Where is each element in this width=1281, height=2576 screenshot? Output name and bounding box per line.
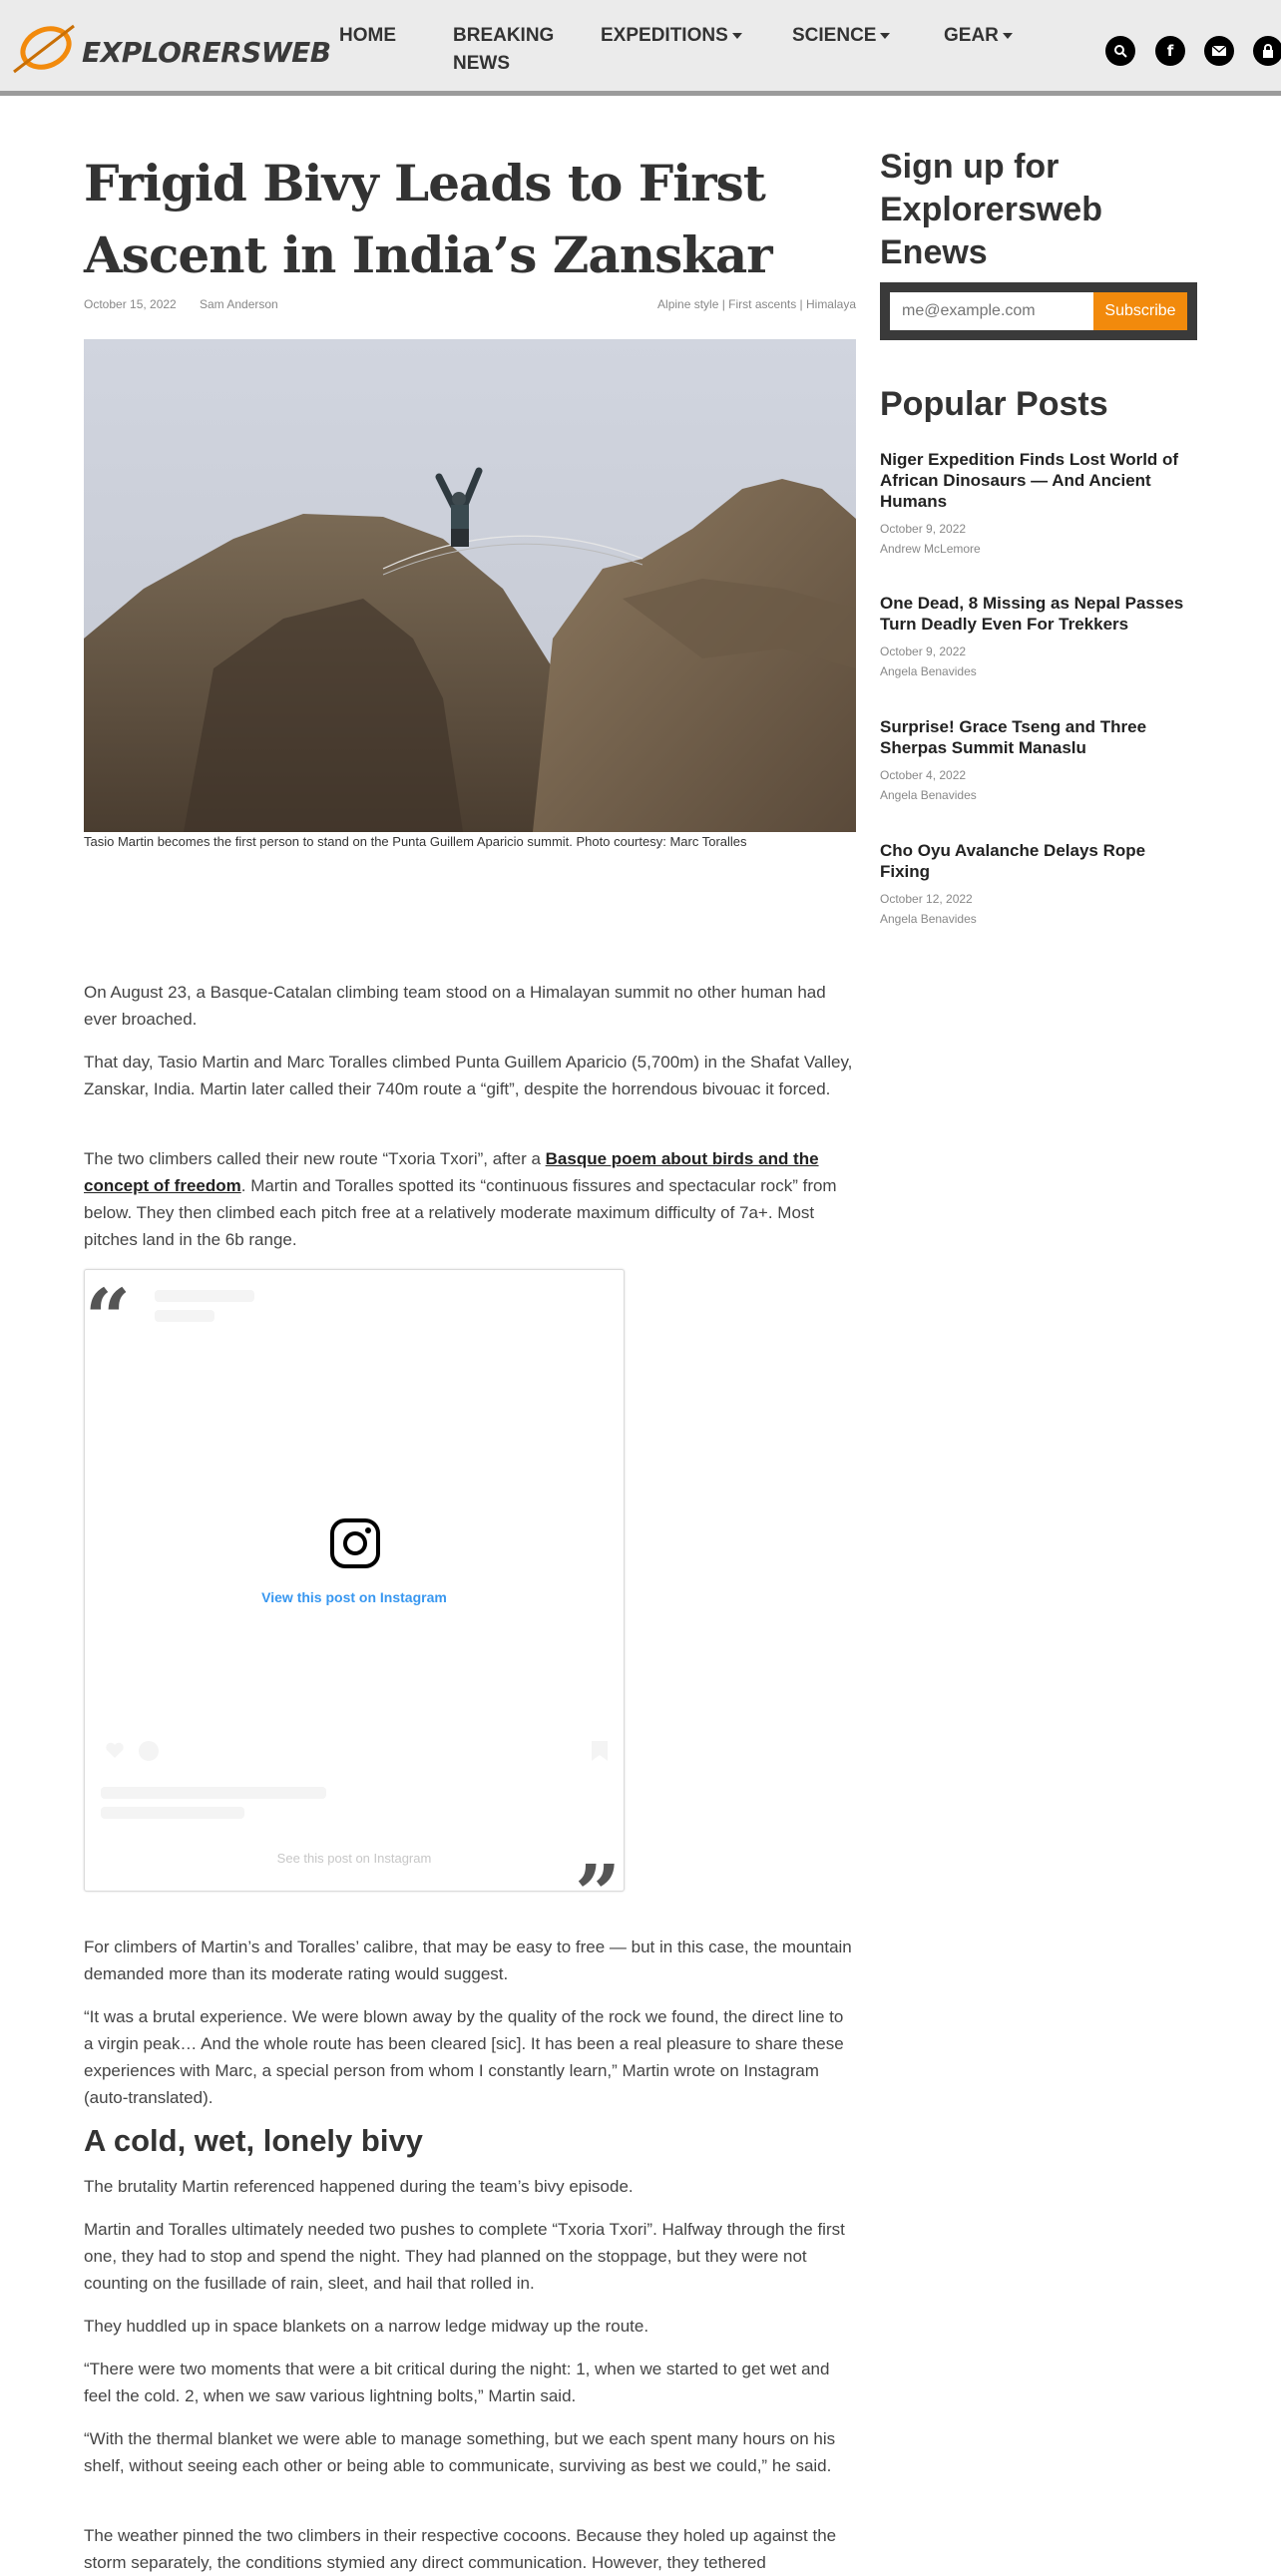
chevron-down-icon bbox=[732, 33, 742, 39]
see-on-instagram-link[interactable]: See this post on Instagram bbox=[276, 1851, 432, 1866]
article-tags[interactable]: Alpine style | First ascents | Himalaya bbox=[657, 297, 856, 311]
chevron-down-icon bbox=[880, 33, 890, 39]
article-paragraph: The brutality Martin referenced happened during the team’s bivy episode. bbox=[84, 2177, 634, 2196]
post-title[interactable]: One Dead, 8 Missing as Nepal Passes Turn Deadly Even For Trekkers bbox=[880, 594, 1184, 634]
newsletter-form bbox=[880, 282, 1197, 340]
site-header bbox=[0, 0, 1281, 96]
post-author[interactable]: Angela Benavides bbox=[880, 788, 977, 802]
nav-expeditions[interactable] bbox=[601, 22, 792, 78]
like-icon bbox=[105, 1741, 125, 1759]
email-input[interactable] bbox=[890, 292, 1093, 330]
close-quote-icon: ” bbox=[575, 1847, 622, 1940]
article-paragraph: “There were two moments that were a bit critical during the night: 1, when we started to get wet and feel the cold. 2, when we saw various lightning bolts,” Martin said. bbox=[84, 2360, 830, 2405]
skeleton-line bbox=[155, 1290, 254, 1302]
instagram-embed[interactable] bbox=[84, 1269, 625, 1892]
popular-post[interactable] bbox=[880, 593, 1199, 678]
skeleton-line bbox=[101, 1787, 326, 1799]
mail-icon[interactable] bbox=[1204, 36, 1234, 66]
post-date: October 9, 2022 bbox=[880, 644, 967, 658]
nav-breaking-news-label: BREAKING NEWS bbox=[453, 25, 555, 74]
popular-posts-heading: Popular Posts bbox=[880, 385, 1108, 423]
paragraph-text: . Martin and Toralles spotted its “continuous fissures and spectacular rock” from below. They then climbed each pitch free at a relatively moderate maximum difficulty of 7a+. Most pitches land in the 6b range. bbox=[84, 1176, 837, 1249]
basque-poem-link[interactable]: Basque poem about birds and the concept of freedom bbox=[84, 1149, 819, 1195]
instagram-icon bbox=[329, 1517, 381, 1569]
article-paragraph: “With the thermal blanket we were able to manage something, but we each spent many hours on his shelf, without seeing each other or being able to communicate, surviving as best we could,” he said. bbox=[84, 2429, 836, 2475]
skeleton-line bbox=[155, 1310, 214, 1322]
bookmark-icon bbox=[592, 1741, 608, 1766]
post-author[interactable]: Andrew McLemore bbox=[880, 542, 981, 556]
popular-post[interactable] bbox=[880, 449, 1199, 556]
article-paragraph: On August 23, a Basque-Catalan climbing team stood on a Himalayan summit no other human had ever broached. bbox=[84, 983, 826, 1029]
section-heading: A cold, wet, lonely bivy bbox=[84, 2123, 423, 2158]
nav-breaking-news[interactable] bbox=[453, 22, 601, 78]
popular-post[interactable] bbox=[880, 716, 1199, 802]
post-date: October 9, 2022 bbox=[880, 522, 967, 536]
post-date: October 4, 2022 bbox=[880, 768, 967, 782]
chevron-down-icon bbox=[1003, 33, 1013, 39]
post-title[interactable]: Cho Oyu Avalanche Delays Rope Fixing bbox=[880, 841, 1146, 881]
nav-expeditions-label: EXPEDITIONS bbox=[601, 25, 728, 46]
nav-science[interactable] bbox=[792, 22, 944, 78]
hero-image bbox=[84, 339, 856, 832]
popular-post[interactable] bbox=[880, 840, 1199, 926]
article-paragraph: “It was a brutal experience. We were blown away by the quality of the rock we found, the direct line to a virgin peak… And the whole route has been cleared [sic]. It has been a real pleasure to share these experiences with Marc, a special person from whom I constantly learn,” Martin wrote on Instagram (auto-translated). bbox=[84, 2007, 844, 2107]
main-nav bbox=[339, 22, 1044, 78]
lock-icon[interactable] bbox=[1253, 36, 1281, 66]
facebook-icon[interactable]: f bbox=[1155, 36, 1185, 66]
article-author[interactable]: Sam Anderson bbox=[200, 297, 278, 311]
article-paragraph: For climbers of Martin’s and Toralles’ calibre, that may be easy to free — but in this case, the mountain demanded more than its moderate rating would suggest. bbox=[84, 1937, 852, 1983]
post-date: October 12, 2022 bbox=[880, 892, 973, 906]
skeleton-line bbox=[101, 1807, 244, 1819]
subscribe-button[interactable]: Subscribe bbox=[1093, 292, 1187, 330]
nav-home[interactable]: HOME bbox=[339, 25, 396, 46]
article-paragraph: The weather pinned the two climbers in their respective cocoons. Because they holed up against the storm separately, the conditions stymied any direct communication. However, they tethered bbox=[84, 2526, 837, 2572]
nav-science-label: SCIENCE bbox=[792, 25, 877, 46]
view-on-instagram-link[interactable]: View this post on Instagram bbox=[261, 1589, 447, 1605]
article-paragraph bbox=[84, 1145, 856, 1253]
search-icon[interactable] bbox=[1105, 36, 1135, 66]
paragraph-text: The two climbers called their new route “Txoria Txori”, after a bbox=[84, 1149, 546, 1168]
post-title[interactable]: Surprise! Grace Tseng and Three Sherpas Summit Manaslu bbox=[880, 717, 1147, 757]
article-paragraph: They huddled up in space blankets on a narrow ledge midway up the route. bbox=[84, 2317, 649, 2336]
site-logo[interactable] bbox=[12, 18, 331, 78]
brand-name: EXPLORERSWEB bbox=[82, 36, 331, 69]
article-title: Frigid Bivy Leads to First Ascent in India’s Zanskar bbox=[84, 154, 772, 284]
post-title[interactable]: Niger Expedition Finds Lost World of African Dinosaurs — And Ancient Humans bbox=[880, 450, 1179, 511]
article-paragraph: That day, Tasio Martin and Marc Toralles climbed Punta Guillem Aparicio (5,700m) in the Shafat Valley, Zanskar, India. Martin later called their 740m route a “gift”, despite the horrendous bivouac it forced. bbox=[84, 1053, 853, 1098]
logo-swoosh-icon bbox=[12, 18, 92, 78]
signup-heading: Sign up for Explorersweb Enews bbox=[880, 148, 1102, 271]
image-caption: Tasio Martin becomes the first person to stand on the Punta Guillem Aparicio summit. Photo courtesy: Marc Toralles bbox=[84, 834, 747, 849]
post-author[interactable]: Angela Benavides bbox=[880, 664, 977, 678]
post-author[interactable]: Angela Benavides bbox=[880, 912, 977, 926]
comment-icon bbox=[139, 1741, 159, 1761]
open-quote-icon: “ bbox=[85, 1271, 132, 1365]
nav-gear-label: GEAR bbox=[944, 25, 999, 46]
article-paragraph: Martin and Toralles ultimately needed two pushes to complete “Txoria Txori”. Halfway through the first one, they had to stop and spend the night. They had planned on the stoppage, but they were not counting on the fusillade of rain, sleet, and hail that rolled in. bbox=[84, 2220, 845, 2293]
nav-gear[interactable] bbox=[944, 22, 1044, 78]
article-date: October 15, 2022 bbox=[84, 297, 177, 311]
